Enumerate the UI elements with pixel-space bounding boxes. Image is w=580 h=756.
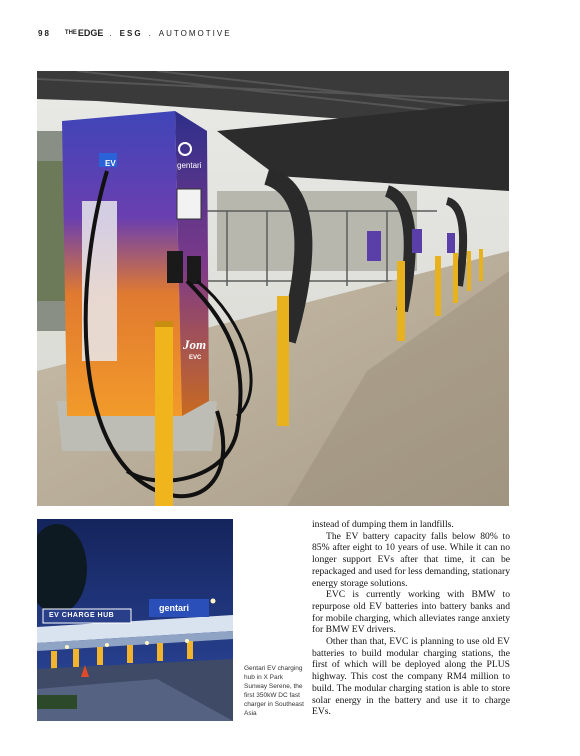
charging-station-photo [37, 71, 509, 506]
article-body [312, 519, 510, 718]
page-header [38, 26, 232, 40]
photo-caption: Gentari EV charging hub in X Park Sunway Serene, the first 350kW DC fast charger in Southeast Asia [244, 665, 304, 717]
article-paragraph: Other than that, EVC is planning to use old EV batteries to build modular charging stations, the first of which will be deployed along the PLUS highway. This cost the company RM4 million to build. The modular charging station is able to store solar energy in the battery and use it to charge EVs. [312, 636, 510, 718]
charger-partner-text: EVC [189, 355, 202, 361]
ev-charge-hub-photo [37, 519, 233, 721]
charger-brand-text: gentari [177, 161, 202, 170]
header-separator: . [148, 28, 153, 38]
ev-badge-text: EV [105, 159, 116, 168]
article-paragraph: The EV battery capacity falls below 80% to 85% after eight to 10 years of use. While it can no longer support EVs after that time, it can be repackaged and used for less demanding, stationary energy storage solutions. [312, 530, 510, 589]
hub-sign-text: EV CHARGE HUB [49, 612, 115, 619]
article-paragraph: instead of dumping them in landfills. [312, 519, 454, 530]
page-number: 98 [38, 28, 51, 38]
charger-tag-text: Jom [183, 337, 207, 352]
magazine-logo: $^{THE}$EDGE [64, 28, 104, 38]
hub-brand-sign-text: gentari [159, 603, 190, 613]
subsection-label: AUTOMOTIVE [158, 28, 232, 38]
header-separator: . [109, 28, 114, 38]
article-paragraph: EVC is currently working with BMW to repurpose old EV batteries into battery banks and for mobile charging, which alleviates range anxiety for BMW EV drivers. [312, 589, 510, 636]
section-label: ESG [119, 28, 143, 38]
